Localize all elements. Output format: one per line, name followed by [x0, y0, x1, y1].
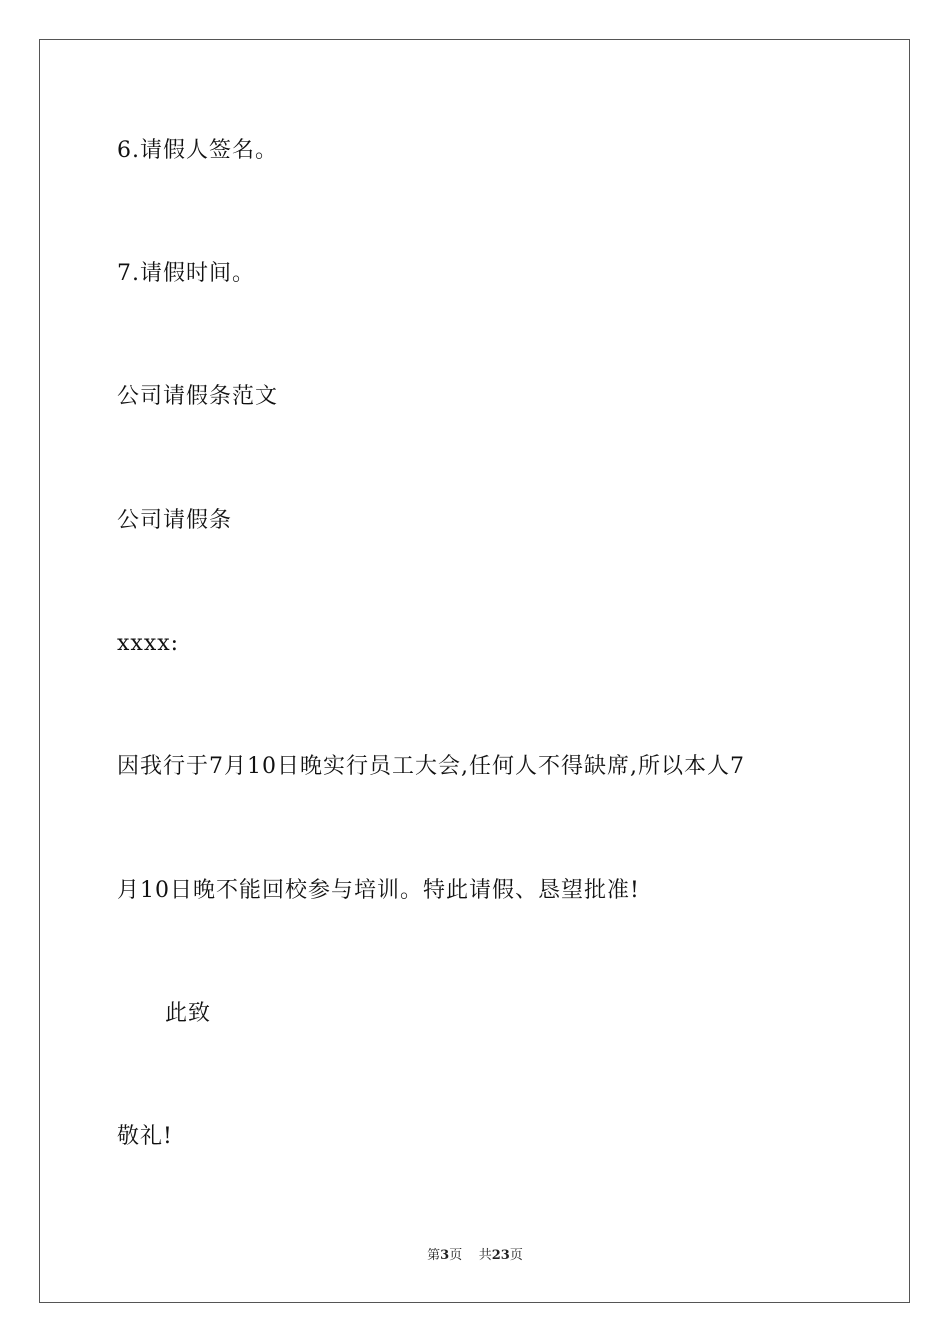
- item-6-signature: 6.请假人签名。: [117, 138, 278, 163]
- page-footer: [0, 1246, 950, 1266]
- letter-title: 公司请假条: [117, 508, 233, 533]
- letter-body-line-1: 因我行于7月10日晚实行员工大会,任何人不得缺席,所以本人7: [117, 754, 745, 779]
- section-title: 公司请假条范文: [117, 384, 279, 409]
- total-prefix: 共: [478, 1248, 492, 1263]
- letter-regards: 敬礼!: [117, 1124, 173, 1149]
- total-suffix: 页: [509, 1248, 523, 1263]
- letter-closing: 此致: [165, 1001, 212, 1026]
- item-7-leave-time: 7.请假时间。: [117, 261, 255, 286]
- page-suffix: 页: [449, 1248, 463, 1263]
- letter-salutation: xxxx:: [117, 631, 180, 656]
- page-frame: [39, 39, 910, 1303]
- page-prefix: 第: [427, 1248, 441, 1263]
- letter-body-line-2: 月10日晚不能回校参与培训。特此请假、恳望批准!: [117, 878, 640, 903]
- page-total: 23: [491, 1248, 510, 1263]
- page-current: 3: [440, 1248, 450, 1263]
